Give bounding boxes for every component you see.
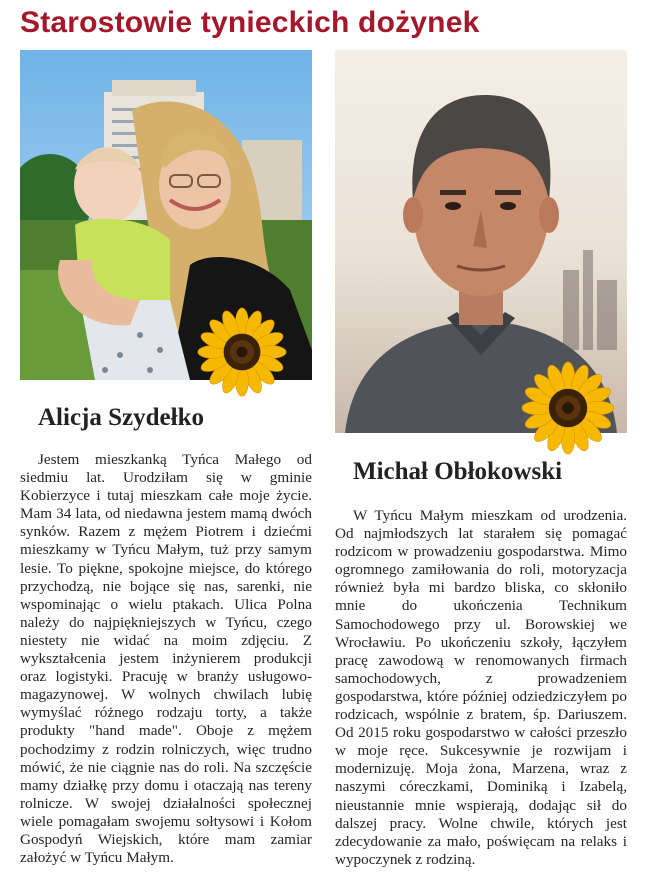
person-name-alicja: Alicja Szydełko [38, 404, 204, 431]
page-title: Starostowie tynieckich dożynek [20, 6, 480, 39]
sunflower-icon [520, 360, 616, 456]
bio-paragraph: W Tyńcu Małym mieszkam od urodzenia. Od najmłodszych lat starałem się pomagać rodzicom w prowadzeniu gospodarstwa. Mimo ogromnego zamiłowania do roli, motoryzacja również była mi bardzo bliska, co skłoniło mnie do ukończenia Technikum Samochodowego przy ul. Borowskiej we Wrocławiu. Po ukończeniu szkoły, łączyłem pracę zawodową w renomowanych firmach samochodowych, z prowadzeniem gospodarstwa, które później odziedziczyłem po rodzicach, wspólnie z bratem, śp. Dariuszem. Od 2015 roku gospodarstwo w całości przeszło w moje ręce. Sukcesywnie je rozwijam i modernizuję. Moja żona, Marzena, wraz z naszymi córeczkami, Dominiką i Izabelą, nieustannie mnie wspierają, dodając sił do dalszej pracy. Wolne chwile, których jest zdecydowanie za mało, poświęcam na relaks i wypoczynek z rodziną. [335, 507, 627, 868]
sunflower-icon [196, 306, 288, 398]
bio-michal [335, 507, 627, 869]
person-name-michal: Michał Obłokowski [353, 458, 563, 485]
bio-paragraph: Jestem mieszkanką Tyńca Małego od siedmiu lat. Urodziłam się w gminie Kobierzyce i tutaj mieszkam całe moje życie. Mam 34 lata, od niedawna jestem mamą dwóch synków. Razem z mężem Piotrem i dziećmi mieszkamy w Tyńcu Małym, tuż przy samym lesie. To piękne, spokojne miejsce, do którego przychodzą, nie bojące się nas, sarenki, nie wspominając o wielu ptakach. Ulica Polna należy do najpiękniejszych w Tyńcu, czego niestety nie widać na moim zdjęciu. Z wykształcenia jestem inżynierem produkcji oraz logistyki. Pracuję w branży usługowo-magazynowej. W wolnych chwilach lubię wymyślać różnego rodzaju torty, a także produkty "hand made". Oboje z mężem pochodzimy z rodzin rolniczych, więc trudno mówić, że nie ciągnie nas do roli. Na szczęście mamy działkę przy domu i otaczają nas tereny rolnicze. W swojej działalności społecznej wiele pomagałam swojemu sołtysowi i Kołom Gospodyń Wiejskich, które mam zamiar założyć w Tyńcu Małym. [20, 451, 312, 867]
bio-alicja [20, 451, 312, 867]
